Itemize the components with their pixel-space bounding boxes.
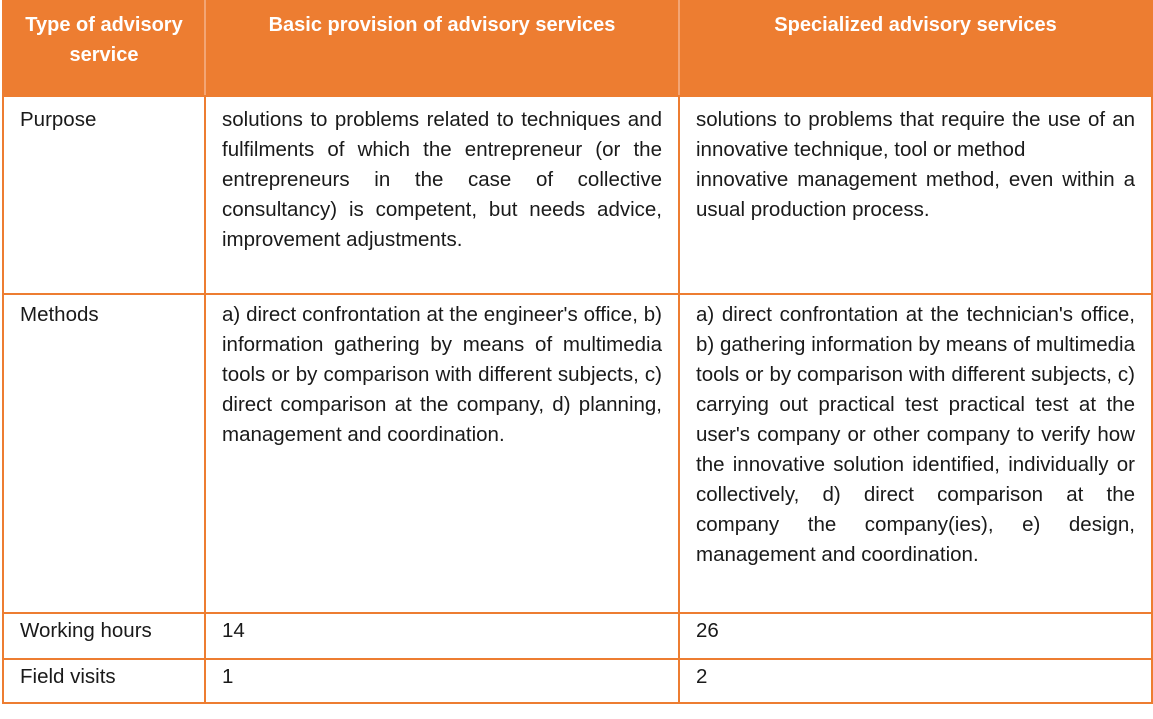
row-purpose bbox=[3, 96, 1152, 294]
working-hours-basic: 14 bbox=[205, 613, 679, 659]
purpose-specialized-line-1: solutions to problems that require the use of an innovative technique, tool or method bbox=[696, 108, 1135, 161]
purpose-label: Purpose bbox=[3, 96, 205, 294]
purpose-basic: solutions to problems related to techniques and fulfilments of which the entrepreneur (or the entrepreneurs in the case of collective consultancy) is competent, but needs advice, improvement adjustments. bbox=[205, 96, 679, 294]
field-visits-specialized: 2 bbox=[679, 659, 1152, 703]
row-working-hours bbox=[3, 613, 1152, 659]
working-hours-specialized: 26 bbox=[679, 613, 1152, 659]
advisory-services-table bbox=[2, 0, 1153, 704]
header-basic-provision: Basic provision of advisory services bbox=[205, 1, 679, 96]
header-row bbox=[3, 1, 1152, 96]
methods-specialized: a) direct confrontation at the technician's office, b) gathering information by means of multimedia tools or by comparison with different subjects, c) carrying out practical test practical test at the user's company or other company to verify how the innovative solution identified, individually or collectively, d) direct comparison at the company the company(ies), e) design, management and coordination. bbox=[679, 294, 1152, 613]
purpose-specialized-line-2: innovative management method, even within a usual production process. bbox=[696, 168, 1135, 221]
field-visits-label: Field visits bbox=[3, 659, 205, 703]
header-type-of-service: Type of advisory service bbox=[3, 1, 205, 96]
header-specialized: Specialized advisory services bbox=[679, 1, 1152, 96]
field-visits-basic: 1 bbox=[205, 659, 679, 703]
working-hours-label: Working hours bbox=[3, 613, 205, 659]
row-field-visits bbox=[3, 659, 1152, 703]
row-methods bbox=[3, 294, 1152, 613]
methods-label: Methods bbox=[3, 294, 205, 613]
purpose-specialized bbox=[679, 96, 1152, 294]
methods-basic: a) direct confrontation at the engineer's office, b) information gathering by means of multimedia tools or by comparison with different subjects, c) direct comparison at the company, d) planning, management and coordination. bbox=[205, 294, 679, 613]
